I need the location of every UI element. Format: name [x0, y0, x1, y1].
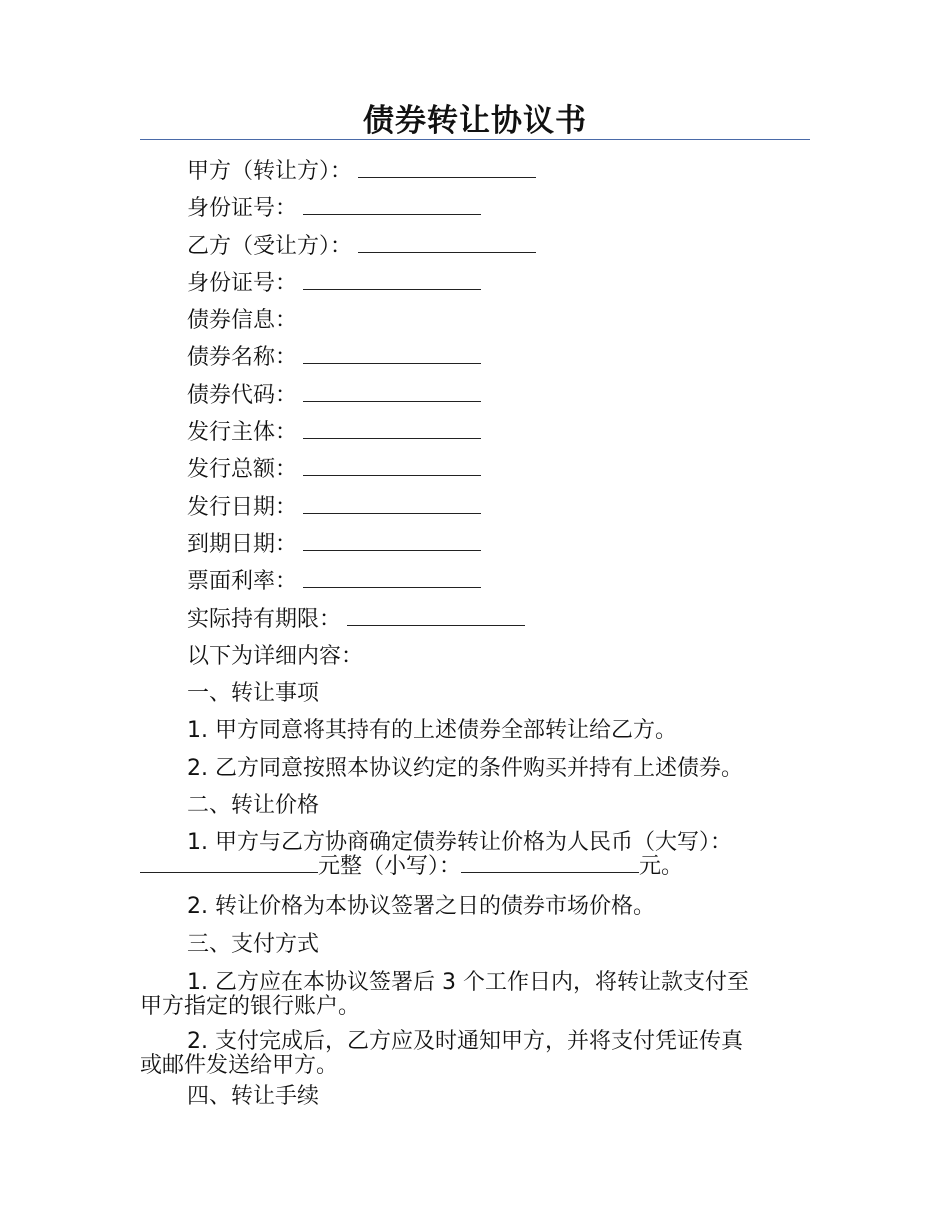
document-title: 债券转让协议书	[363, 103, 587, 139]
holding-period-field	[140, 601, 810, 638]
field-label: 乙方（受让方）：	[187, 233, 353, 259]
field-label: 发行日期：	[187, 494, 298, 520]
bond-code-field	[140, 377, 810, 414]
intro-text: 以下为详细内容：	[187, 643, 364, 669]
paragraph-line: 甲方指定的银行账户。	[140, 993, 361, 1019]
bond-info-heading: 债券信息：	[187, 308, 298, 334]
field-label: 债券代码：	[187, 382, 298, 408]
fill-blank	[303, 437, 481, 439]
field-label: 发行主体：	[187, 420, 298, 446]
paragraph-line: 1. 甲方与乙方协商确定债券转让价格为人民币（大写）：	[187, 830, 732, 856]
section-1-heading: 一、转让事项	[187, 681, 320, 707]
field-label: 实际持有期限：	[187, 606, 342, 632]
section-4-heading: 四、转让手续	[187, 1083, 320, 1109]
fill-blank	[303, 549, 481, 551]
fill-blank	[347, 624, 525, 626]
coupon-rate-field	[140, 563, 810, 600]
maturity-date-field	[140, 526, 810, 563]
party-a-id-field	[140, 190, 810, 227]
fill-blank	[358, 176, 536, 178]
field-label: 身份证号：	[187, 270, 298, 296]
bond-name-field	[140, 339, 810, 376]
section-1-item-1: 1. 甲方同意将其持有的上述债券全部转让给乙方。	[187, 718, 677, 744]
document-body	[140, 153, 810, 1115]
section-3-heading: 三、支付方式	[187, 931, 320, 957]
issue-date-field	[140, 489, 810, 526]
party-a-field	[140, 153, 810, 190]
fill-blank	[303, 400, 481, 402]
price-number-suffix: 元。	[639, 854, 684, 880]
issuer-field	[140, 414, 810, 451]
fill-blank	[303, 512, 481, 514]
paragraph-line: 2. 支付完成后，乙方应及时通知甲方，并将支付凭证传真	[187, 1028, 743, 1054]
field-label: 身份证号：	[187, 196, 298, 222]
title-underline	[140, 139, 810, 140]
section-2-item-2: 2. 转让价格为本协议签署之日的债券市场价格。	[187, 894, 655, 920]
party-b-id-field	[140, 265, 810, 302]
section-3-item-2	[140, 1028, 810, 1078]
field-label: 债券名称：	[187, 345, 298, 371]
party-b-field	[140, 228, 810, 265]
fill-blank	[303, 474, 481, 476]
section-3-item-1	[140, 971, 810, 1021]
fill-blank	[303, 213, 481, 215]
fill-blank	[303, 362, 481, 364]
paragraph-line: 1. 乙方应在本协议签署后 3 个工作日内，将转让款支付至	[187, 969, 749, 995]
fill-blank	[461, 871, 639, 873]
section-2-item-1	[140, 831, 810, 884]
paragraph-line: 或邮件发送给甲方。	[140, 1052, 339, 1078]
section-1-item-2: 2. 乙方同意按照本协议约定的条件购买并持有上述债券。	[187, 755, 743, 781]
field-label: 发行总额：	[187, 457, 298, 483]
section-2-heading: 二、转让价格	[187, 793, 320, 819]
fill-blank	[303, 586, 481, 588]
price-words-suffix: 元整（小写）：	[318, 854, 462, 880]
field-label: 甲方（转让方）：	[187, 159, 353, 184]
fill-blank	[303, 288, 481, 290]
fill-blank	[358, 251, 536, 253]
issue-amount-field	[140, 451, 810, 488]
field-label: 到期日期：	[187, 531, 298, 557]
fill-blank	[140, 871, 318, 873]
field-label: 票面利率：	[187, 569, 298, 595]
paragraph-line	[140, 855, 810, 879]
